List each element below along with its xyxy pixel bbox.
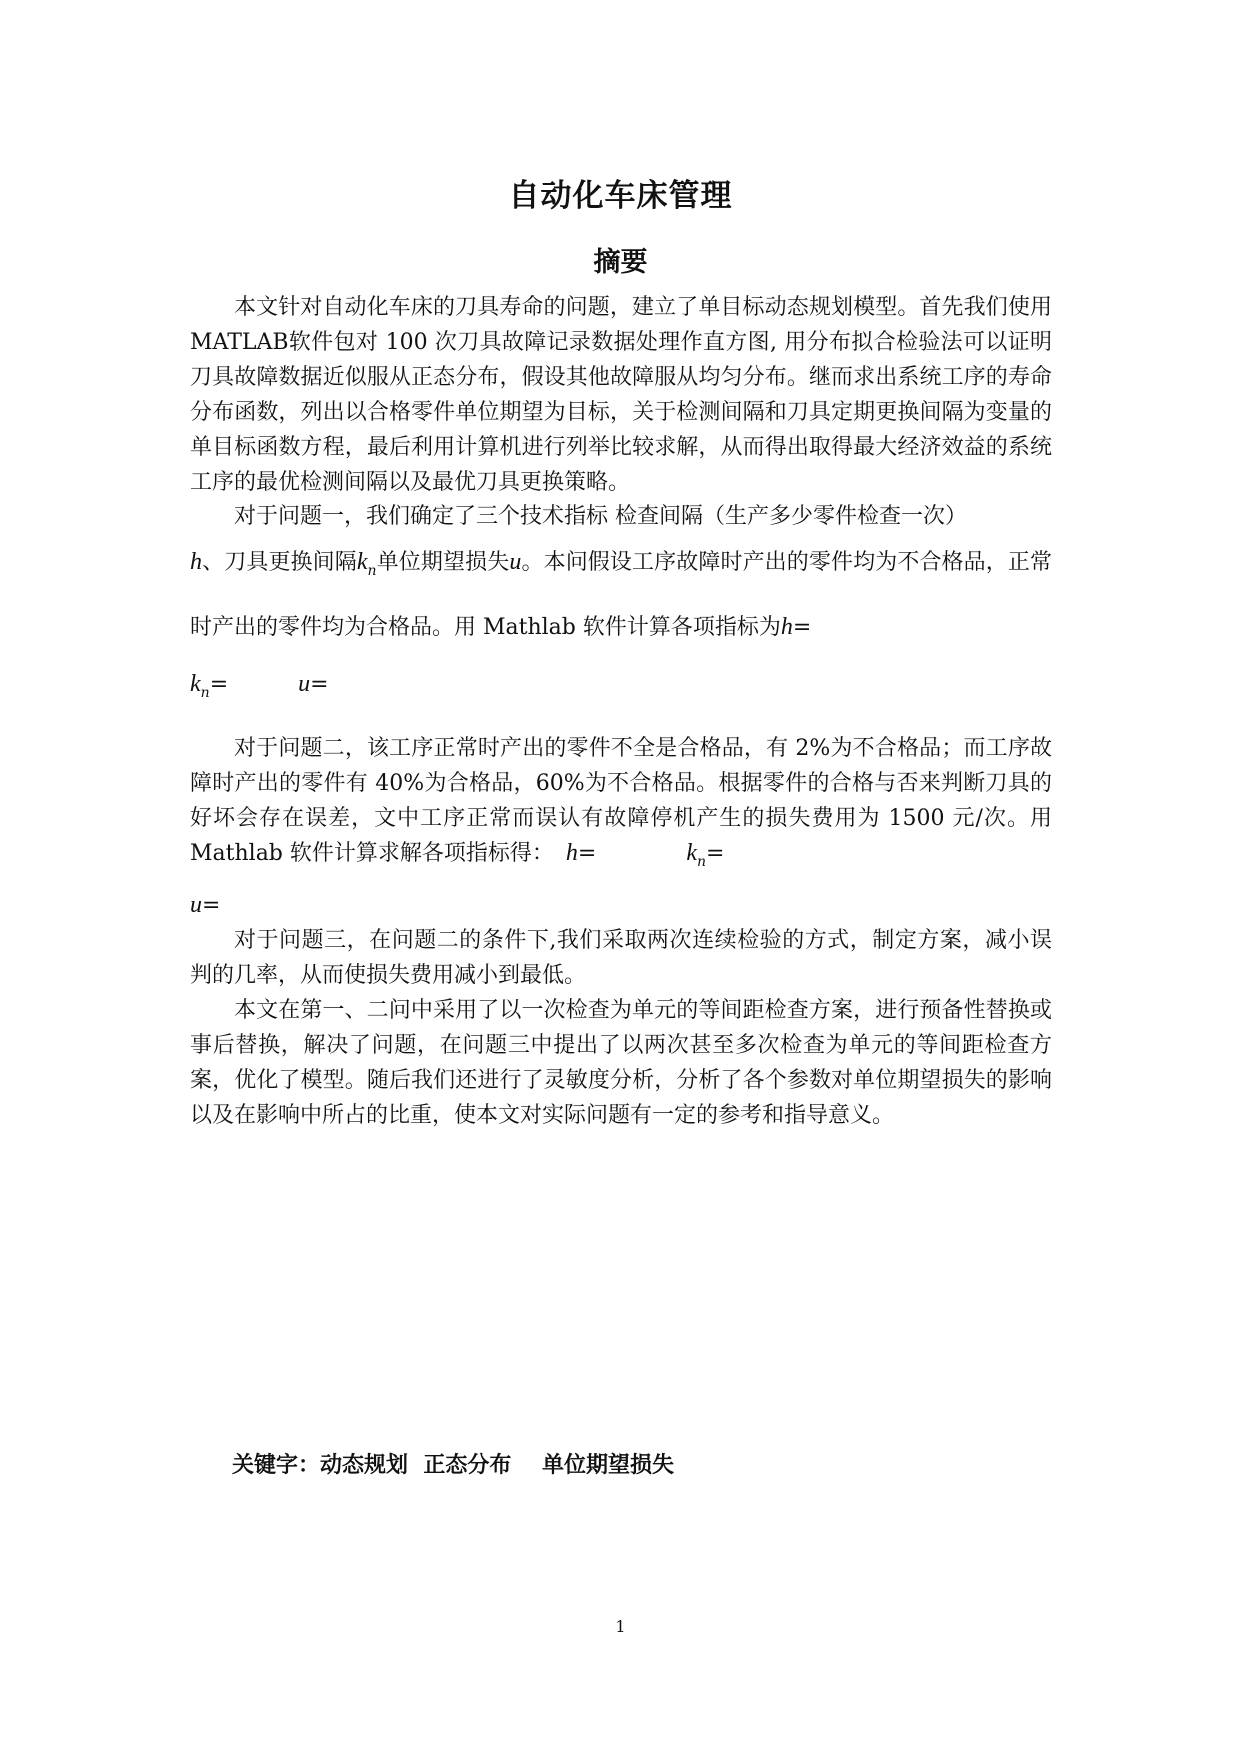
- page-number: 1: [615, 1617, 626, 1636]
- math-h-result: h: [780, 614, 793, 640]
- equals-sign: =: [706, 841, 725, 866]
- equals-sign: =: [792, 615, 812, 640]
- math-k-result: k: [190, 671, 201, 697]
- math-u-q2: u: [190, 892, 202, 918]
- equals-sign: =: [310, 672, 329, 697]
- keywords-line: 关键字：动态规划 正态分布 单位期望损失: [232, 1453, 674, 1478]
- abstract-paragraph-3-results: [190, 888, 1052, 923]
- math-subscript-n-result: n: [200, 685, 210, 701]
- math-h: h: [190, 549, 202, 575]
- abstract-paragraph-5: 本文在第一、二问中采用了以一次检查为单元的等间距检查方案，进行预备性替换或事后替换，解决了问题，在问题三中提出了以两次甚至多次检查为单元的等间距检查方案，优化了模型。随后我们还进行了灵敏度分析，分析了各个参数对单位期望损失的影响以及在影响中所占的比重，使本文对实际问题有一定的参考和指导意义。: [190, 998, 1052, 1128]
- math-u-result: u: [298, 671, 311, 697]
- math-k-q2: k: [686, 840, 697, 866]
- math-subscript-n: n: [367, 563, 377, 579]
- paragraph-2-text-b: 、刀具更换间隔: [202, 550, 357, 575]
- math-k: k: [356, 549, 368, 575]
- abstract-paragraph-3: [190, 731, 1052, 880]
- abstract-paragraph-2: [190, 502, 1052, 532]
- math-h-q2: h: [565, 840, 578, 866]
- abstract-heading: 摘要: [593, 247, 648, 278]
- paragraph-3-text: 对于问题二，该工序正常时产出的零件不全是合格品，有 2%为不合格品；而工序故障时产出的零件有 40%为合格品，60%为不合格品。根据零件的合格与否来判断刀具的好坏会存在误差，文中工序正常而误认有故障停机产生的损失费用为 1500 元/次。用 Mathlab 软件计算求解各项指标得：: [190, 736, 1052, 866]
- equals-sign: =: [577, 841, 597, 866]
- abstract-paragraph-2-results: [190, 656, 1052, 721]
- paragraph-2-text-a: 对于问题一，我们确定了三个技术指标 检查间隔（生产多少零件检查一次）: [234, 504, 967, 529]
- abstract-paragraph-2-cont: [190, 534, 1052, 656]
- abstract-paragraph-4: 对于问题三，在问题二的条件下,我们采取两次连续检验的方式，制定方案，减小误判的几率，从而使损失费用减小到最低。: [190, 928, 1052, 988]
- equals-sign: =: [202, 893, 221, 918]
- paragraph-2-text-c: 单位期望损失: [376, 550, 510, 575]
- equals-sign: =: [209, 672, 229, 697]
- document-title: 自动化车床管理: [508, 178, 733, 214]
- math-subscript-n-q2: n: [696, 854, 707, 870]
- paragraph-2-text-d: 。本问假设工序故障时产出的零件均为不合格品，正常时产出的零件均为合格品。用 Mathlab 软件计算各项指标为: [190, 550, 1052, 640]
- math-u: u: [509, 549, 522, 575]
- abstract-body: [190, 290, 1052, 1133]
- abstract-paragraph-1: 本文针对自动化车床的刀具寿命的问题，建立了单目标动态规划模型。首先我们使用MATLAB软件包对 100 次刀具故障记录数据处理作直方图, 用分布拟合检验法可以证明刀具故障数据近似服从正态分布，假设其他故障服从均匀分布。继而求出系统工序的寿命分布函数，列出以合格零件单位期望为目标，关于检测间隔和刀具定期更换间隔为变量的单目标函数方程，最后利用计算机进行列举比较求解，从而得出取得最大经济效益的系统工序的最优检测间隔以及最优刀具更换策略。: [190, 295, 1052, 495]
